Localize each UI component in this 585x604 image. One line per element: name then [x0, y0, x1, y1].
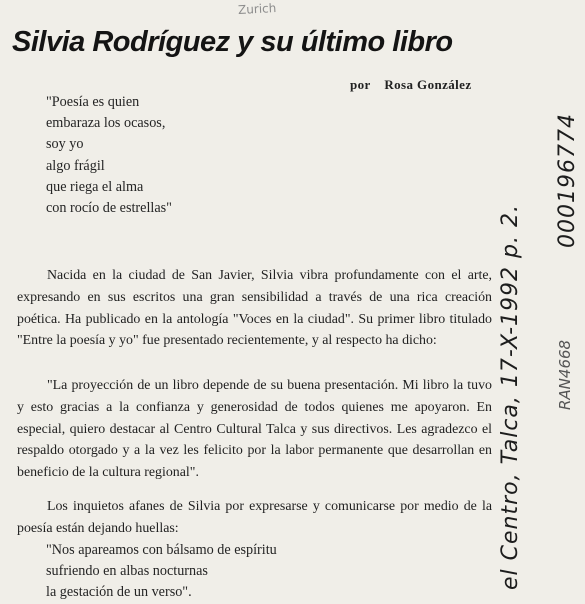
archive-stamp-code: RAN4668: [556, 339, 574, 410]
byline: [350, 77, 472, 93]
closing-poem: "Nos apareamos con bálsamo de espíritu sufriendo en albas nocturnas la gestación de un verso".: [46, 542, 277, 601]
handwritten-catalog-code: 000196774: [555, 113, 580, 248]
article-title: Silvia Rodríguez y su último libro: [12, 26, 453, 58]
opening-poem: "Poesía es quien embaraza los ocasos, soy yo algo frágil que riega el alma con rocío de estrellas": [46, 94, 172, 217]
byline-author: Rosa González: [384, 77, 472, 92]
paragraph-quote: "La proyección de un libro depende de su buena presentación. Mi libro la tuvo y esto gracias a la confianza y generosidad de todos quienes me apoyaron. En especial, quiero destacar al Centro Cultural Talca y sus directivos. Les agradezco el respaldo otorgado y a la vez les felicito por la labor permanente que desarrollan en beneficio de la cultura regional".: [17, 378, 492, 481]
paragraph-closing: Los inquietos afanes de Silvia por expresarse y comunicarse por medio de la poesía están dejando huellas:: [17, 499, 492, 536]
byline-prefix: por: [350, 77, 371, 92]
paragraph-intro: Nacida en la ciudad de San Javier, Silvia vibra profundamente con el arte, expresando en sus escritos una gran sensibilidad a través de una rica creación poética. Ha publicado en la antología "Voces en la ciudad". Su primer libro titulado "Entre la poesía y yo" fue presentado recientemente, y al respecto ha dicho:: [17, 268, 492, 349]
top-handwritten-mark: Zurich: [237, 1, 277, 17]
handwritten-source-note: el Centro, Talca, 17-X-1992 p. 2.: [498, 204, 523, 590]
